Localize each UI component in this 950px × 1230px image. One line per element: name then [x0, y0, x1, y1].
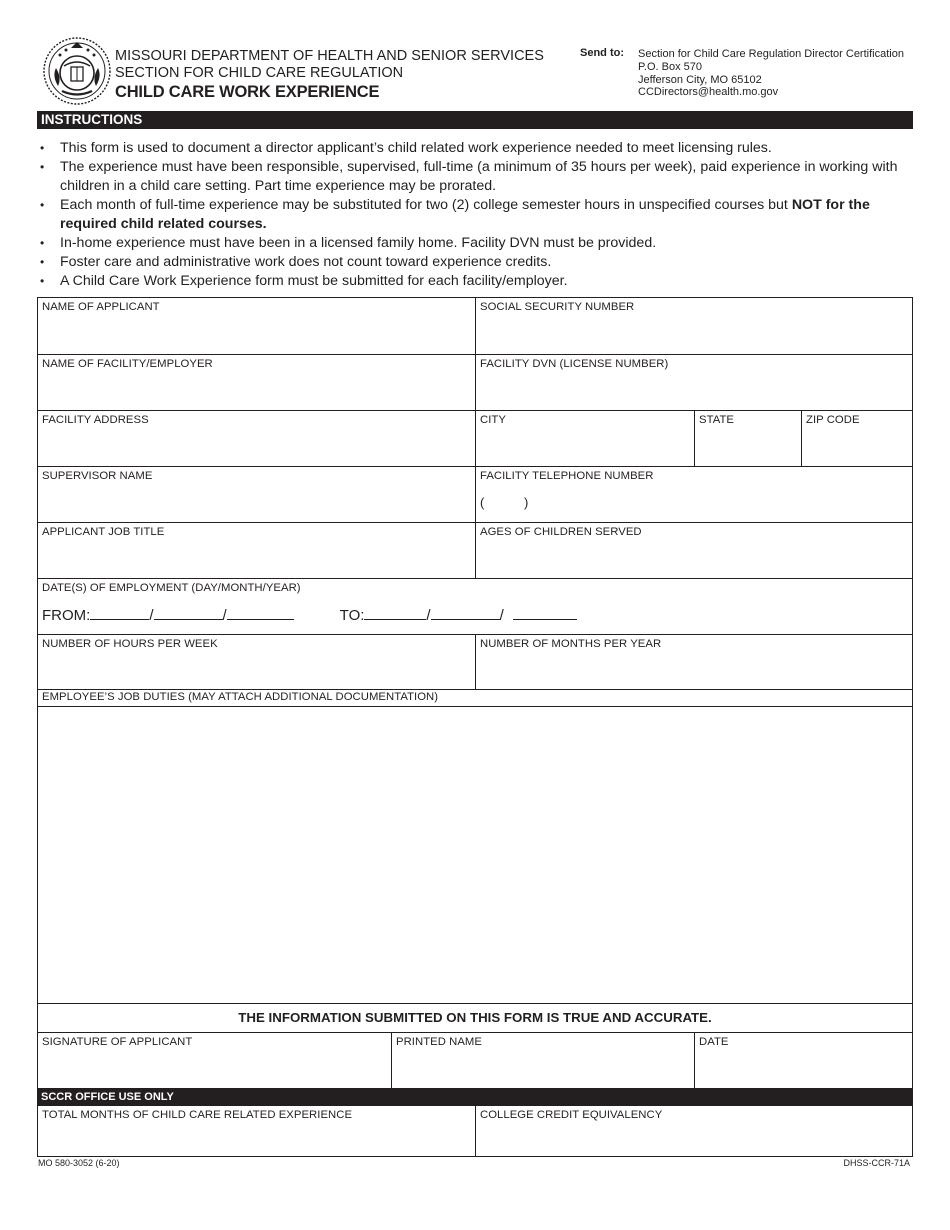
form-number: MO 580-3052 (6-20)	[38, 1158, 120, 1168]
send-to-line: Jefferson City, MO 65102	[638, 73, 762, 86]
instruction-item	[40, 196, 912, 234]
months-per-year-label: NUMBER OF MONTHS PER YEAR	[480, 638, 662, 650]
job-title-label: APPLICANT JOB TITLE	[42, 526, 165, 538]
instruction-item: • In-home experience must have been in a licensed family home. Facility DVN must be provided.	[40, 234, 912, 253]
instruction-item: • This form is used to document a director applicant’s child related work experience needed to meet licensing rules.	[40, 139, 912, 158]
send-to-line: P.O. Box 570	[638, 60, 703, 73]
applicant-name-label: NAME OF APPLICANT	[42, 301, 160, 313]
state-label: STATE	[699, 414, 734, 426]
instructions-heading: INSTRUCTIONS	[37, 111, 913, 129]
college-credit-field[interactable]	[476, 1106, 912, 1157]
instructions-list	[40, 139, 912, 291]
zip-code-label: ZIP CODE	[806, 414, 860, 426]
hours-per-week-label: NUMBER OF HOURS PER WEEK	[42, 638, 218, 650]
to-year-blank[interactable]	[513, 605, 577, 620]
send-to-label: Send to:	[580, 47, 624, 59]
send-to-line: Section for Child Care Regulation Director Certification	[638, 48, 904, 60]
instruction-item: • Foster care and administrative work does not count toward experience credits.	[40, 253, 912, 272]
from-month-blank[interactable]	[154, 605, 223, 620]
printed-name-label: PRINTED NAME	[396, 1036, 482, 1048]
job-title-field[interactable]	[38, 523, 475, 578]
employment-dates-label: DATE(S) OF EMPLOYMENT (DAY/MONTH/YEAR)	[42, 582, 301, 594]
total-months-label: TOTAL MONTHS OF CHILD CARE RELATED EXPERIENCE	[42, 1109, 353, 1121]
date-field[interactable]	[695, 1033, 912, 1088]
job-duties-label: EMPLOYEE’S JOB DUTIES (MAY ATTACH ADDITIONAL DOCUMENTATION)	[42, 691, 439, 703]
to-label: TO:	[339, 607, 365, 624]
form-title: CHILD CARE WORK EXPERIENCE	[115, 83, 380, 101]
from-year-blank[interactable]	[227, 605, 294, 620]
date-separator: /	[149, 607, 154, 624]
ages-served-label: AGES OF CHILDREN SERVED	[480, 526, 642, 538]
instruction-text: Each month of full-time experience may be substituted for two (2) college semester hours in unspecified courses but	[60, 197, 792, 213]
date-separator: /	[426, 607, 431, 624]
zip-code-field[interactable]	[802, 411, 912, 466]
applicant-name-field[interactable]	[38, 298, 475, 354]
date-separator: /	[222, 607, 227, 624]
facility-phone-label: FACILITY TELEPHONE NUMBER	[480, 470, 654, 482]
instruction-item: • The experience must have been responsible, supervised, full-time (a minimum of 35 hours per week), paid experience in working with children in a child care setting. Part time experience may be prorated.	[40, 158, 912, 196]
agency-line-1: MISSOURI DEPARTMENT OF HEALTH AND SENIOR SERVICES	[115, 48, 544, 64]
ssn-field[interactable]	[476, 298, 912, 354]
facility-address-field[interactable]	[38, 411, 475, 466]
instruction-emphasis: NOT for the required child related courses.	[60, 197, 870, 232]
signature-label: SIGNATURE OF APPLICANT	[42, 1036, 193, 1048]
facility-phone-field[interactable]	[476, 467, 912, 522]
city-label: CITY	[480, 414, 506, 426]
facility-name-label: NAME OF FACILITY/EMPLOYER	[42, 358, 213, 370]
total-months-field[interactable]	[38, 1106, 475, 1157]
certification-statement: THE INFORMATION SUBMITTED ON THIS FORM IS TRUE AND ACCURATE.	[238, 1010, 712, 1025]
agency-line-2: SECTION FOR CHILD CARE REGULATION	[115, 65, 404, 81]
to-day-blank[interactable]	[364, 605, 426, 620]
facility-dvn-field[interactable]	[476, 355, 912, 410]
office-use-heading: SCCR OFFICE USE ONLY	[37, 1088, 913, 1106]
from-label: FROM:	[42, 607, 91, 624]
missouri-state-seal-icon	[42, 36, 112, 106]
to-month-blank[interactable]	[431, 605, 500, 620]
facility-address-label: FACILITY ADDRESS	[42, 414, 149, 426]
employment-dates-field	[38, 579, 912, 634]
job-duties-textarea[interactable]	[38, 707, 912, 1003]
area-code-parens: ( )	[480, 495, 529, 510]
months-per-year-field[interactable]	[476, 635, 912, 689]
printed-name-field[interactable]	[392, 1033, 694, 1088]
signature-field[interactable]	[38, 1033, 391, 1088]
send-to-address	[638, 48, 904, 99]
ssn-label: SOCIAL SECURITY NUMBER	[480, 301, 635, 313]
supervisor-name-field[interactable]	[38, 467, 475, 522]
job-duties-header	[38, 690, 912, 706]
work-experience-form	[37, 297, 913, 1157]
state-field[interactable]	[695, 411, 801, 466]
agency-name	[115, 48, 544, 102]
date-label: DATE	[699, 1036, 729, 1048]
facility-dvn-label: FACILITY DVN (LICENSE NUMBER)	[480, 358, 669, 370]
date-range	[42, 605, 577, 624]
supervisor-name-label: SUPERVISOR NAME	[42, 470, 153, 482]
send-to-email: CCDirectors@health.mo.gov	[638, 86, 779, 99]
city-field[interactable]	[476, 411, 694, 466]
instruction-item: • A Child Care Work Experience form must be submitted for each facility/employer.	[40, 272, 912, 291]
form-code: DHSS-CCR-71A	[843, 1158, 910, 1168]
from-day-blank[interactable]	[90, 605, 149, 620]
form-header	[38, 36, 913, 110]
hours-per-week-field[interactable]	[38, 635, 475, 689]
date-separator: /	[499, 607, 504, 624]
facility-name-field[interactable]	[38, 355, 475, 410]
ages-served-field[interactable]	[476, 523, 912, 578]
college-credit-label: COLLEGE CREDIT EQUIVALENCY	[480, 1109, 663, 1121]
